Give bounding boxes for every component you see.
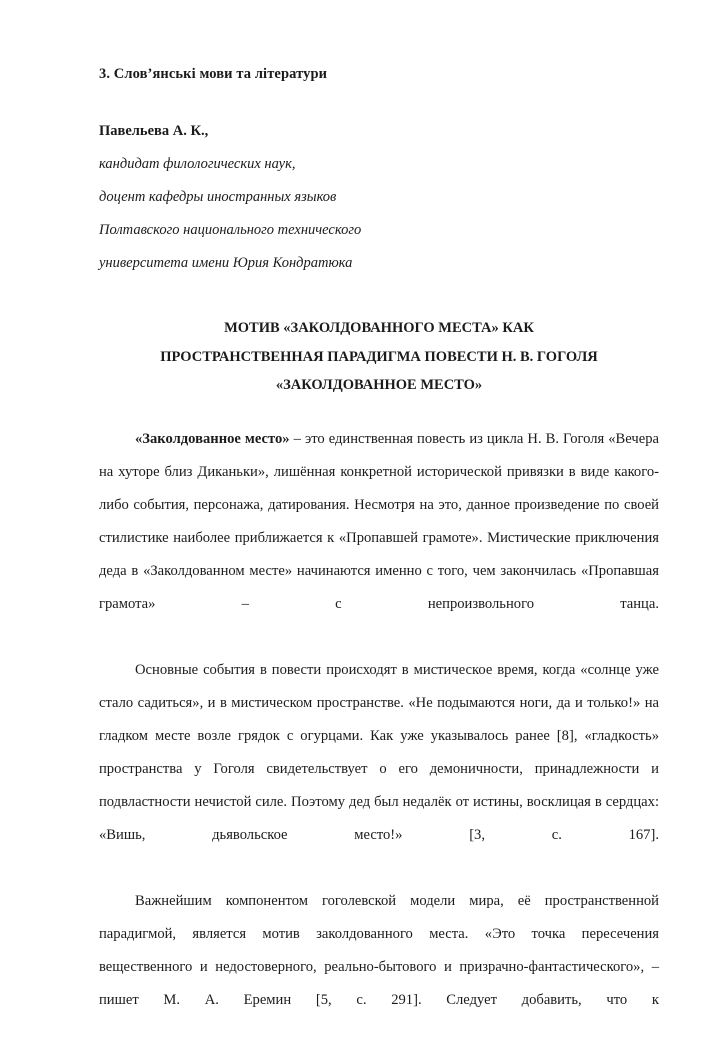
section-heading: 3. Слов’янські мови та літератури [99,66,328,82]
author-affiliation-line-1: кандидат филологических наук, [99,156,296,173]
author-block [99,115,659,280]
article-title-line-2: ПРОСТРАНСТВЕННАЯ ПАРАДИГМА ПОВЕСТИ Н. В. ГОГОЛЯ [160,348,598,365]
paragraph-1-lead-term: «Заколдованное место» [135,430,290,447]
paragraph-1-text: – это единственная повесть из цикла Н. В. Гоголя «Вечера на хуторе близ Диканьки», лишённая конкретной исторической привязки в виде какого-либо события, персонажа, датирования. Несмотря на это, данное произведение по своей стилистике наиболее приближается к «Пропавшей грамоте». Мистические приключения деда в «Заколдованном месте» начинаются именно с того, чем закончилась «Пропавшая грамота» – с непроизвольного танца. [99,430,660,612]
paragraph-1 [99,423,659,654]
author-affiliation-line-2: доцент кафедры иностранных языков [99,189,337,206]
body-copy [99,423,659,1050]
text-column [99,0,659,1050]
article-title [99,280,659,400]
paragraph-2 [99,654,659,885]
article-title-line-3: «ЗАКОЛДОВАННОЕ МЕСТО» [275,377,483,394]
author-affiliation-line-4: университета имени Юрия Кондратюка [99,255,353,272]
paragraph-2-text: Основные события в повести происходят в мистическое время, когда «солнце уже стало садиться», и в мистическом пространстве. «Не подымаются ноги, да и только!» на гладком месте возле грядок с огурцами. Как уже указывалось ранее [8], «гладкость» пространства у Гоголя свидетельствует о его демоничности, принадлежности и подвластности нечистой силе. Поэтому дед был недалёк от истины, восклицая в сердцах: «Вишь, дьявольское место!» [3, с. 167]. [99,661,659,843]
paragraph-3-text: Важнейшим компонентом гоголевской модели мира, её пространственной парадигмой, является мотив заколдованного места. «Это точка пересечения вещественного и недостоверного, реально-бытового и призрачно-фантастического», – пишет М. А. Еремин [5, с. 291]. Следует добавить, что к [99,892,659,1008]
paragraph-3 [99,885,659,1050]
author-name: Павельева А. К., [99,123,209,140]
author-affiliation-line-3: Полтавского национального технического [99,222,362,239]
article-title-line-1: МОТИВ «ЗАКОЛДОВАННОГО МЕСТА» КАК [224,320,534,337]
